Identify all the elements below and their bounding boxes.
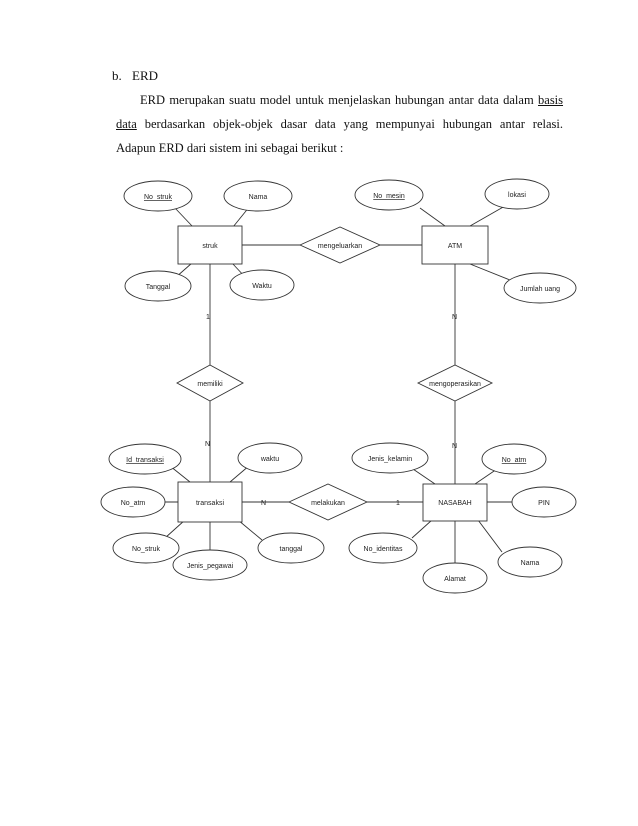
attribute-nasabah-nama	[498, 547, 562, 577]
attribute-nasabah-alamat	[423, 563, 487, 593]
relationship-memiliki	[177, 365, 243, 401]
entity-struk-label: struk	[202, 243, 218, 250]
attribute-atm-no-mesin	[355, 180, 423, 210]
cardinality-melakukan-nasabah: 1	[396, 500, 400, 507]
attribute-atm-lokasi-label: lokasi	[508, 192, 526, 199]
attribute-nasabah-jenis-kelamin-label: Jenis_kelamin	[367, 456, 413, 463]
attribute-transaksi-waktu	[238, 443, 302, 473]
relationship-melakukan-label: melakukan	[311, 500, 345, 507]
attribute-transaksi-no-atm	[101, 487, 165, 517]
attribute-struk-tanggal	[125, 271, 191, 301]
section-letter: b.	[112, 68, 122, 83]
attribute-nasabah-pin	[512, 487, 576, 517]
attribute-transaksi-no-struk-label: No_struk	[131, 546, 161, 553]
attribute-nasabah-no-identitas-label: No_identitas	[363, 546, 403, 553]
paragraph-line-1-text: ERD merupakan suatu model untuk menjelaskan hubungan antar data dalam	[140, 93, 534, 107]
attribute-transaksi-jenis-pegawai	[173, 550, 247, 580]
attribute-transaksi-id-transaksi	[109, 444, 181, 474]
entity-transaksi	[178, 482, 242, 522]
attribute-transaksi-tanggal-label: tanggal	[279, 546, 303, 553]
attribute-transaksi-tanggal	[258, 533, 324, 563]
attribute-nasabah-jenis-kelamin	[352, 443, 428, 473]
attribute-struk-waktu	[230, 270, 294, 300]
relationship-mengoperasikan-label: mengoperasikan	[429, 381, 481, 388]
attribute-struk-no-struk-label: No_struk	[143, 194, 173, 201]
attribute-transaksi-no-atm-label: No_atm	[120, 500, 146, 507]
attribute-nasabah-no-atm-label: No_atm	[501, 457, 527, 464]
attribute-struk-tanggal-label: Tanggal	[145, 284, 171, 291]
attribute-atm-lokasi	[485, 179, 549, 209]
paragraph-line-3: Adapun ERD dari sistem ini sebagai berikut :	[116, 141, 344, 155]
entity-nasabah-label: NASABAH	[438, 500, 472, 507]
relationship-mengoperasikan	[418, 365, 492, 401]
attribute-atm-jumlah-uang	[504, 273, 576, 303]
attribute-transaksi-no-struk	[113, 533, 179, 563]
entity-atm	[422, 226, 488, 264]
entity-atm-label: ATM	[447, 243, 463, 250]
attribute-transaksi-jenis-pegawai-label: Jenis_pegawai	[186, 563, 234, 570]
relationship-melakukan	[289, 484, 367, 520]
attribute-transaksi-waktu-label: waktu	[260, 456, 280, 463]
attribute-atm-no-mesin-label: No_mesin	[373, 193, 405, 200]
attribute-atm-jumlah-uang-label: Jumlah uang	[519, 286, 561, 293]
attribute-nasabah-nama-label: Nama	[520, 560, 540, 567]
basis-link[interactable]: basis	[538, 93, 564, 107]
data-link[interactable]: data	[116, 117, 137, 131]
attribute-nasabah-no-atm	[482, 444, 546, 474]
entity-nasabah	[423, 484, 487, 521]
entity-struk	[178, 226, 242, 264]
relationship-mengeluarkan-label: mengeluarkan	[317, 243, 363, 250]
cardinality-transaksi-melakukan: N	[261, 500, 267, 507]
attribute-transaksi-id-transaksi-label: Id_transaksi	[126, 457, 164, 464]
attribute-nasabah-no-identitas	[349, 533, 417, 563]
attribute-nasabah-alamat-label: Alamat	[444, 576, 466, 583]
cardinality-memiliki-transaksi: N	[205, 441, 211, 448]
relationship-memiliki-label: memiliki	[197, 381, 223, 388]
attribute-struk-nama	[224, 181, 292, 211]
entity-transaksi-label: transaksi	[195, 500, 225, 507]
attribute-struk-nama-label: Nama	[248, 194, 268, 201]
attribute-struk-waktu-label: Waktu	[252, 283, 272, 290]
cardinality-mengoperasikan-nasabah: N	[452, 443, 458, 450]
paragraph-line-2-text: berdasarkan objek-objek dasar data yang mempunyai hubungan antar relasi.	[144, 117, 563, 131]
cardinality-atm-mengoperasikan: N	[452, 314, 458, 321]
relationship-mengeluarkan	[300, 227, 380, 263]
section-title: ERD	[132, 68, 158, 83]
cardinality-struk-memiliki: 1	[206, 314, 210, 321]
attribute-struk-no-struk	[124, 181, 192, 211]
attribute-nasabah-pin-label: PIN	[538, 500, 550, 507]
